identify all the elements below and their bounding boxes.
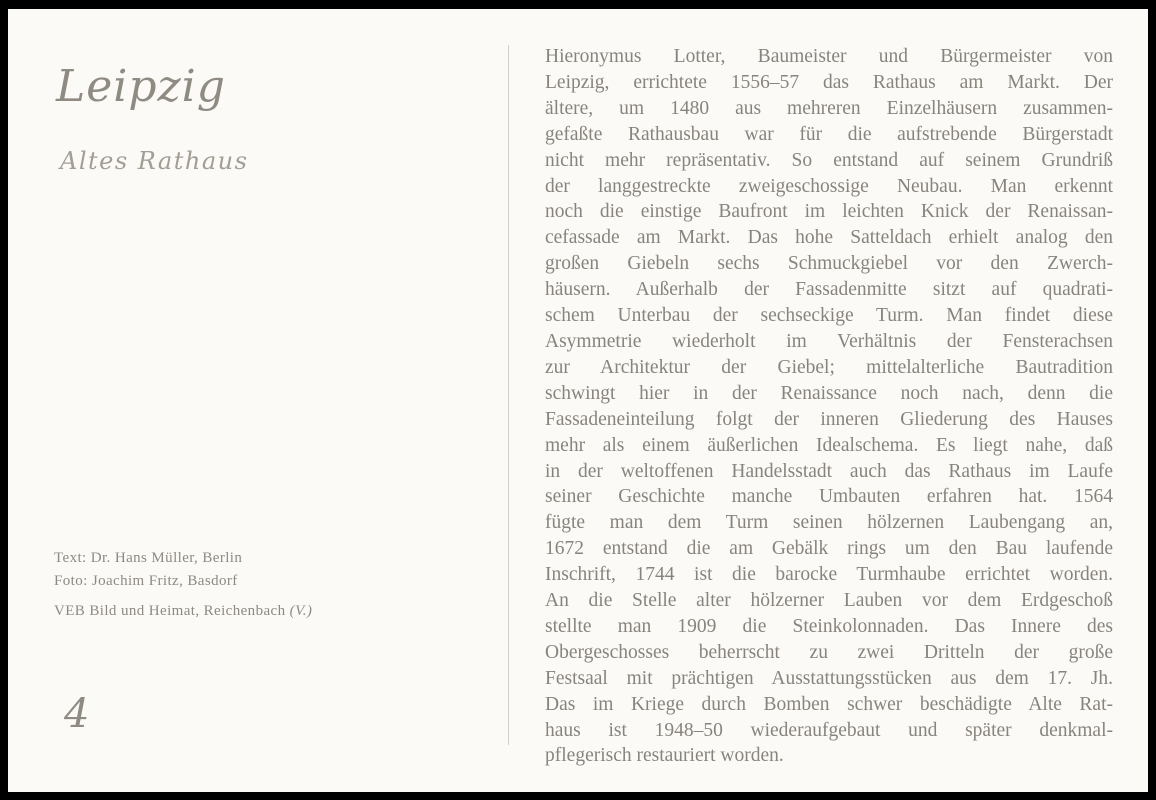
text-line: zur Architektur der Giebel; mittelalterliche Bautradition — [545, 356, 1113, 378]
text-line: der langgestreckte zweigeschossige Neubau. Man erkennt — [545, 175, 1113, 197]
text-line: An die Stelle alter hölzerner Lauben vor dem Erdgeschoß — [545, 590, 1113, 612]
text-line: Inschrift, 1744 ist die barocke Turmhaube errichtet worden. — [545, 564, 1113, 586]
city-title: Leipzig — [56, 61, 226, 112]
text-line: Obergeschosses beherrscht zu zwei Dritteln der große — [545, 641, 1113, 663]
column-divider — [508, 45, 509, 745]
publisher-line — [54, 600, 312, 623]
text-line: 1672 entstand die am Gebälk rings um den Bau laufende — [545, 538, 1113, 560]
text-line: Festsaal mit prächtigen Ausstattungsstücken aus dem 17. Jh. — [545, 667, 1113, 689]
text-line: schem Unterbau der sechseckige Turm. Man findet diese — [545, 305, 1113, 327]
text-line: Fassadeneinteilung folgt der inneren Gliederung des Hauses — [545, 408, 1113, 430]
text-line: ältere, um 1480 aus mehreren Einzelhäusern zusammen- — [545, 97, 1113, 119]
photo-credit: Foto: Joachim Fritz, Basdorf — [54, 573, 238, 589]
text-line: pflegerisch restauriert worden. — [545, 745, 784, 767]
text-line: großen Giebeln sechs Schmuckgiebel vor den Zwerch- — [545, 253, 1113, 275]
text-line: fügte man dem Turm seinen hölzernen Laubengang an, — [545, 512, 1113, 534]
text-line: haus ist 1948–50 wiederaufgebaut und später denkmal- — [545, 719, 1113, 741]
text-line: schwingt hier in der Renaissance noch nach, denn die — [545, 382, 1113, 404]
credits-block — [54, 547, 312, 623]
text-line: Das im Kriege durch Bomben schwer beschädigte Alte Rat- — [545, 693, 1113, 715]
text-line: häusern. Außerhalb der Fassadenmitte sitzt auf quadrati- — [545, 279, 1113, 301]
text-line: Asymmetrie wiederholt im Verhältnis der Fensterachsen — [545, 330, 1113, 352]
text-line: seiner Geschichte manche Umbauten erfahren hat. 1564 — [545, 486, 1113, 508]
publisher-note: (V.) — [289, 603, 313, 619]
text-line: Hieronymus Lotter, Baumeister und Bürgermeister von — [545, 46, 1113, 67]
text-line: in der weltoffenen Handelsstadt auch das Rathaus im Laufe — [545, 460, 1113, 482]
postcard-back — [8, 9, 1148, 792]
text-line: Leipzig, errichtete 1556–57 das Rathaus am Markt. Der — [545, 71, 1113, 93]
text-line: nicht mehr repräsentativ. So entstand auf seinem Grundriß — [545, 149, 1113, 171]
left-column — [8, 9, 508, 792]
building-subtitle: Altes Rathaus — [60, 147, 249, 175]
text-line: stellte man 1909 die Steinkolonnaden. Das Innere des — [545, 615, 1113, 637]
description-text — [545, 44, 1113, 769]
text-line: gefaßte Rathausbau war für die aufstrebende Bürgerstadt — [545, 123, 1113, 145]
publisher-name: VEB Bild und Heimat, Reichenbach — [54, 603, 286, 619]
card-number: 4 — [64, 691, 90, 737]
text-line: cefassade am Markt. Das hohe Satteldach erhielt analog den — [545, 227, 1113, 249]
text-line: noch die einstige Baufront im leichten Knick der Renaissan- — [545, 201, 1113, 223]
text-credit: Text: Dr. Hans Müller, Berlin — [54, 550, 243, 566]
text-line: mehr als einem äußerlichen Idealschema. Es liegt nahe, daß — [545, 434, 1113, 456]
